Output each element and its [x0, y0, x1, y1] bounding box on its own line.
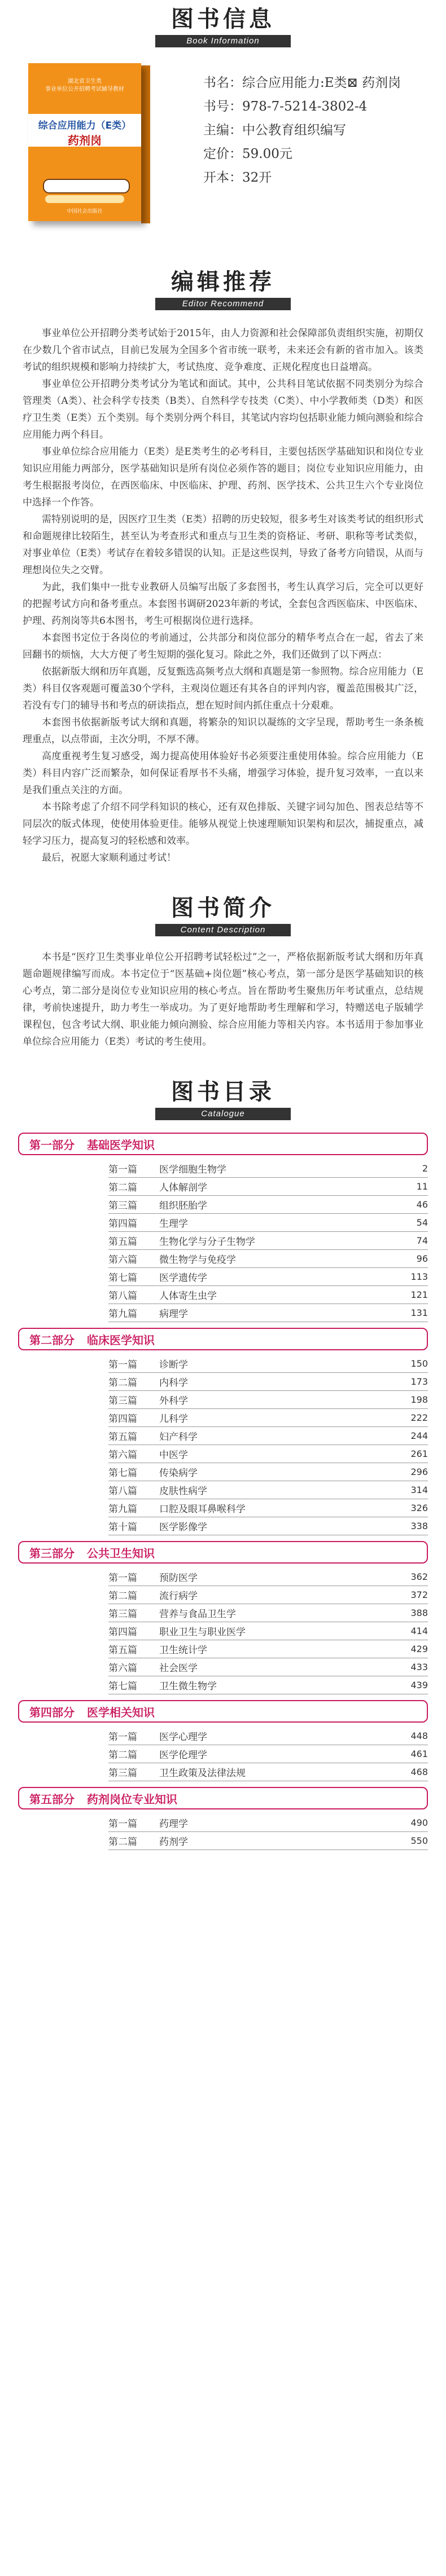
paragraph: 最后，祝愿大家顺利通过考试！: [42, 852, 176, 864]
section-subtitle: Content Description: [155, 924, 291, 936]
field-price: [203, 142, 401, 166]
field-label: 主编：: [203, 123, 242, 138]
paragraph: 本套图书依据新版考试大纲和真题，将繁杂的知识以凝练的文字呈现，帮助考生一条条梳理重点，以点带面，主次分明，不厚不薄。: [23, 717, 423, 745]
catalogue-part: [18, 1787, 428, 1809]
field-title: [203, 71, 401, 95]
section-title: 图书目录: [171, 1079, 275, 1105]
intro-body: [0, 949, 446, 1050]
chapter-page: 433: [410, 1662, 428, 1672]
paragraph: 本书除考虑了介绍不同学科知识的核心，还有双色排版、关键字词勾加色、图表总结等不同层次的版式体现，使使用体验更佳。能够从视觉上快速理顺知识架构和层次，捕捉重点，减轻学习压力，提高复习的轻松感和效率。: [23, 802, 423, 847]
chapter-page: 150: [410, 1358, 428, 1369]
field-label: 书号：: [203, 99, 242, 114]
recommend-body: [0, 325, 446, 866]
chapter-number: 第八篇: [108, 1291, 137, 1302]
catalogue-chapter: [108, 1445, 428, 1463]
paragraph: 需特别说明的是，因医疗卫生类（E类）招聘的历史较短，很多考生对该类考试的组织形式和命题规律比较陌生，甚至认为考查形式和重点与卫生类的资格证、考研、职称等考试类似，对事业单位（E类）考试存在着较多错误的认知。正是这些误判，导致了备考方向错误，从而与理想岗位失之交臂。: [23, 514, 423, 576]
chapter-page: 261: [410, 1448, 428, 1459]
part-number: 第四部分: [29, 1705, 75, 1719]
section-subtitle: Catalogue: [155, 1108, 291, 1120]
chapter-number: 第三篇: [108, 1609, 137, 1620]
chapter-title: 预防医学: [159, 1573, 198, 1584]
chapter-number: 第一篇: [108, 1732, 137, 1743]
part-number: 第二部分: [29, 1333, 75, 1347]
chapter-number: 第七篇: [108, 1681, 137, 1692]
chapter-number: 第五篇: [108, 1645, 137, 1656]
catalogue-chapter: [108, 1160, 428, 1178]
chapter-title: 人体寄生虫学: [159, 1291, 217, 1302]
chapter-title: 医学心理学: [159, 1732, 207, 1743]
chapter-page: 461: [410, 1749, 428, 1759]
catalogue-chapter: [108, 1727, 428, 1745]
chapter-number: 第十篇: [108, 1522, 137, 1533]
chapter-page: 468: [410, 1767, 428, 1777]
chapter-page: 429: [410, 1644, 428, 1654]
chapter-page: 550: [410, 1835, 428, 1846]
catalogue-chapter: [108, 1814, 428, 1832]
section-subtitle: Editor Recommend: [155, 298, 291, 310]
chapter-number: 第六篇: [108, 1663, 137, 1674]
chapter-title: 药剂学: [159, 1837, 188, 1848]
chapter-page: 2: [422, 1163, 428, 1174]
cover-top-line2: 事业单位公开招聘考试辅导教材: [45, 86, 124, 93]
chapter-page: 338: [410, 1521, 428, 1531]
field-isbn: [203, 95, 401, 118]
chapter-page: 490: [410, 1817, 428, 1828]
field-label: 开本：: [203, 170, 242, 185]
field-editor: [203, 118, 401, 142]
part-number: 第三部分: [29, 1546, 75, 1560]
chapter-page: 296: [410, 1467, 428, 1477]
chapter-number: 第二篇: [108, 1750, 137, 1761]
section-header-intro: [0, 893, 446, 936]
catalogue-chapter: [108, 1481, 428, 1499]
catalogue-part: [18, 1328, 428, 1350]
cover-spine: [141, 65, 150, 223]
chapter-number: 第四篇: [108, 1414, 137, 1425]
cover-title-band: [28, 114, 141, 147]
chapter-page: 54: [416, 1217, 428, 1228]
catalogue-chapter: [108, 1178, 428, 1196]
cover-front: [28, 63, 141, 221]
chapter-page: 326: [410, 1503, 428, 1513]
chapter-title: 传染病学: [159, 1468, 198, 1479]
catalogue-chapter: [108, 1745, 428, 1763]
section-title: 编辑推荐: [171, 269, 275, 295]
book-fields: [158, 63, 401, 232]
chapter-page: 74: [416, 1235, 428, 1246]
catalogue-chapter: [108, 1373, 428, 1391]
catalogue-chapter: [108, 1463, 428, 1481]
field-value: 32开: [242, 170, 272, 185]
chapter-title: 流行病学: [159, 1591, 198, 1602]
chapter-title: 诊断学: [159, 1359, 188, 1371]
chapter-page: 222: [410, 1412, 428, 1423]
chapter-title: 妇产科学: [159, 1432, 198, 1443]
chapter-page: 372: [410, 1589, 428, 1600]
section-header-catalogue: [0, 1077, 446, 1120]
chapter-title: 营养与食品卫生学: [159, 1609, 236, 1620]
chapter-page: 96: [416, 1253, 428, 1264]
chapter-page: 173: [410, 1376, 428, 1387]
chapter-title: 医学伦理学: [159, 1750, 207, 1761]
part-title: 基础医学知识: [87, 1138, 155, 1152]
cover-badge: [43, 179, 130, 193]
chapter-page: 439: [410, 1680, 428, 1690]
chapter-number: 第一篇: [108, 1573, 137, 1584]
section-subtitle: Book Information: [155, 35, 291, 47]
chapter-title: 内科学: [159, 1377, 188, 1389]
field-value: 59.00元: [242, 147, 292, 161]
catalogue-chapter: [108, 1286, 428, 1304]
chapter-title: 皮肤性病学: [159, 1486, 207, 1497]
catalogue-chapter: [108, 1586, 428, 1604]
field-format: [203, 166, 401, 190]
chapter-title: 组织胚胎学: [159, 1200, 207, 1212]
paragraph: 本书是“医疗卫生类事业单位公开招聘考试轻松过”之一，严格依据新版考试大纲和历年真题命题规律编写而成。本书定位于“医基础+岗位题”核心考点，第一部分是医学基础知识的核心考点，第二部分是岗位专业知识应用的核心考点。旨在帮助考生聚焦历年考试重点，总结规律，考前快速提升，助力考生一举成功。为了更好地帮助考生理解和学习，特赠送电子版辅学课程包，包含考试大纲、职业能力倾向测验、综合应用能力等相关内容。本书适用于参加事业单位综合应用能力（E类）考试的考生使用。: [23, 952, 423, 1047]
chapter-number: 第一篇: [108, 1359, 137, 1371]
section-header-recommend: [0, 267, 446, 310]
chapter-title: 口腔及眼耳鼻喉科学: [159, 1504, 246, 1515]
catalogue-part: [18, 1700, 428, 1723]
chapter-number: 第三篇: [108, 1395, 137, 1407]
paragraph: 事业单位综合应用能力（E类）是E类考生的必考科目，主要包括医学基础知识和岗位专业知识应用能力两部分，医学基础知识是所有岗位必须作答的题目；岗位专业知识应用能力，由考生根据报考岗位，在西医临床、中医临床、护理、药剂、医学技术、公共卫生六个专业岗位中选择一个作答。: [23, 446, 423, 508]
paragraph: 事业单位公开招聘分类考试始于2015年，由人力资源和社会保障部负责组织实施，初期仅在少数几个省市试点，目前已发展为全国多个省市统一联考，未来还会有新的省市加入。该类考试的组织规模和影响力持续扩大，考试热度、竞争难度、正规化程度也日益增高。: [23, 328, 423, 373]
section-header-info: [0, 0, 446, 47]
chapter-number: 第四篇: [108, 1218, 137, 1230]
chapter-number: 第五篇: [108, 1432, 137, 1443]
catalogue-chapter: [108, 1568, 428, 1586]
field-label: 书名：: [203, 76, 242, 90]
catalogue-chapter: [108, 1763, 428, 1781]
cover-publisher: 中国社会出版社: [67, 209, 103, 214]
chapter-page: 314: [410, 1485, 428, 1495]
catalogue-part: [18, 1541, 428, 1564]
cover-title: 综合应用能力（E类）: [38, 120, 132, 131]
paragraph: 依据新版大纲和历年真题，反复甄选高频考点大纲和真题是第一参照物。综合应用能力（E类）科目仅客观题可覆盖30个学科，主观岗位题还有其各自的评判内容，覆盖范围极其广泛，若没有专门的辅导书和考点的研读指点，想在短时间内抓住重点十分艰难。: [23, 666, 423, 711]
catalogue-chapter: [108, 1268, 428, 1286]
chapter-number: 第八篇: [108, 1486, 137, 1497]
chapter-page: 11: [416, 1181, 428, 1192]
cover-top-line1: 湖北省卫生类: [68, 78, 102, 85]
catalogue-chapter: [108, 1640, 428, 1658]
chapter-number: 第六篇: [108, 1450, 137, 1461]
chapter-page: 414: [410, 1626, 428, 1636]
catalogue-chapter: [108, 1391, 428, 1409]
catalogue-chapter: [108, 1409, 428, 1427]
chapter-title: 微生物学与免疫学: [159, 1254, 236, 1266]
chapter-number: 第九篇: [108, 1504, 137, 1515]
chapter-page: 388: [410, 1608, 428, 1618]
book-info: [0, 63, 446, 232]
chapter-page: 362: [410, 1571, 428, 1582]
part-number: 第五部分: [29, 1792, 75, 1806]
chapter-page: 448: [410, 1730, 428, 1741]
part-title: 临床医学知识: [87, 1333, 155, 1347]
field-value: 综合应用能力:E类⊠ 药剂岗: [242, 76, 401, 90]
chapter-title: 卫生统计学: [159, 1645, 207, 1656]
paragraph: 本套图书定位于各岗位的考前通过，公共部分和岗位部分的精华考点合在一起，省去了来回翻书的烦恼，大大方便了考生短期的强化复习。除此之外，我们还做到了以下两点：: [23, 632, 423, 660]
chapter-number: 第三篇: [108, 1768, 137, 1779]
chapter-title: 社会医学: [159, 1663, 198, 1674]
chapter-page: 198: [410, 1394, 428, 1405]
chapter-title: 儿科学: [159, 1414, 188, 1425]
chapter-number: 第二篇: [108, 1837, 137, 1848]
catalogue-chapter: [108, 1250, 428, 1268]
part-title: 公共卫生知识: [87, 1546, 155, 1560]
catalogue-chapter: [108, 1196, 428, 1214]
chapter-number: 第九篇: [108, 1309, 137, 1320]
catalogue-chapter: [108, 1499, 428, 1517]
chapter-page: 244: [410, 1430, 428, 1441]
chapter-number: 第七篇: [108, 1468, 137, 1479]
chapter-title: 药理学: [159, 1818, 188, 1830]
cover-badge-secondary: [45, 195, 124, 203]
field-value: 中公教育组织编写: [242, 123, 346, 138]
chapter-number: 第六篇: [108, 1254, 137, 1266]
field-value: 978-7-5214-3802-4: [242, 99, 368, 114]
chapter-page: 121: [410, 1289, 428, 1300]
catalogue-part: [18, 1133, 428, 1155]
chapter-number: 第二篇: [108, 1182, 137, 1194]
catalogue-chapter: [108, 1622, 428, 1640]
field-label: 定价：: [203, 147, 242, 161]
catalogue-chapter: [108, 1676, 428, 1694]
cover-top-text: [28, 78, 141, 94]
chapter-title: 外科学: [159, 1395, 188, 1407]
section-title: 图书简介: [171, 895, 275, 921]
chapter-number: 第五篇: [108, 1236, 137, 1248]
chapter-title: 卫生政策及法律法规: [159, 1768, 246, 1779]
chapter-number: 第一篇: [108, 1164, 137, 1175]
chapter-page: 46: [416, 1199, 428, 1210]
catalogue-chapter: [108, 1604, 428, 1622]
chapter-title: 医学细胞生物学: [159, 1164, 226, 1175]
chapter-number: 第二篇: [108, 1591, 137, 1602]
chapter-title: 人体解剖学: [159, 1182, 207, 1194]
section-title: 图书信息: [171, 6, 275, 32]
catalogue-chapter: [108, 1214, 428, 1232]
chapter-number: 第二篇: [108, 1377, 137, 1389]
paragraph: 事业单位公开招聘分类考试分为笔试和面试。其中，公共科目笔试依据不同类别分为综合管理类（A类）、社会科学专技类（B类）、自然科学专技类（C类）、中小学教师类（D类）和医疗卫生类（E类）五个类别。每个类别分两个科目，其笔试内容均包括职业能力倾向测验和综合应用能力两个科目。: [23, 378, 423, 441]
chapter-title: 病理学: [159, 1309, 188, 1320]
chapter-title: 职业卫生与职业医学: [159, 1627, 246, 1638]
paragraph: 为此，我们集中一批专业教研人员编写出版了多套图书，考生认真学习后，完全可以更好的把握考试方向和备考重点。本套图书调研2023年新的考试，全套包含西医临床、中医临床、护理、药剂岗等共6本图书，考生可根据岗位进行选择。: [23, 582, 423, 627]
part-title: 医学相关知识: [87, 1705, 155, 1719]
part-title: 药剂岗位专业知识: [87, 1792, 177, 1806]
chapter-number: 第三篇: [108, 1200, 137, 1212]
chapter-number: 第七篇: [108, 1272, 137, 1284]
chapter-page: 113: [410, 1271, 428, 1282]
chapter-title: 医学影像学: [159, 1522, 207, 1533]
catalogue-chapter: [108, 1832, 428, 1850]
catalogue-chapter: [108, 1232, 428, 1250]
catalogue: [0, 1133, 446, 1850]
catalogue-chapter: [108, 1304, 428, 1322]
book-cover-image: [17, 63, 158, 227]
chapter-page: 131: [410, 1307, 428, 1318]
chapter-title: 生物化学与分子生物学: [159, 1236, 255, 1248]
catalogue-chapter: [108, 1355, 428, 1373]
part-number: 第一部分: [29, 1138, 75, 1152]
chapter-title: 生理学: [159, 1218, 188, 1230]
catalogue-chapter: [108, 1658, 428, 1676]
catalogue-chapter: [108, 1517, 428, 1535]
catalogue-chapter: [108, 1427, 428, 1445]
chapter-title: 中医学: [159, 1450, 188, 1461]
cover-subtitle: 药剂岗: [68, 134, 102, 147]
chapter-number: 第四篇: [108, 1627, 137, 1638]
paragraph: 高度重视考生复习感受，竭力提高使用体验好书必须要注重使用体验。综合应用能力（E类）科目内容广泛而繁杂，如何保证看厚书不头痛，增强学习体验，提升复习效率，一直以来是我们重点关注的方面。: [23, 751, 423, 796]
chapter-number: 第一篇: [108, 1818, 137, 1830]
chapter-title: 医学遗传学: [159, 1272, 207, 1284]
chapter-title: 卫生微生物学: [159, 1681, 217, 1692]
